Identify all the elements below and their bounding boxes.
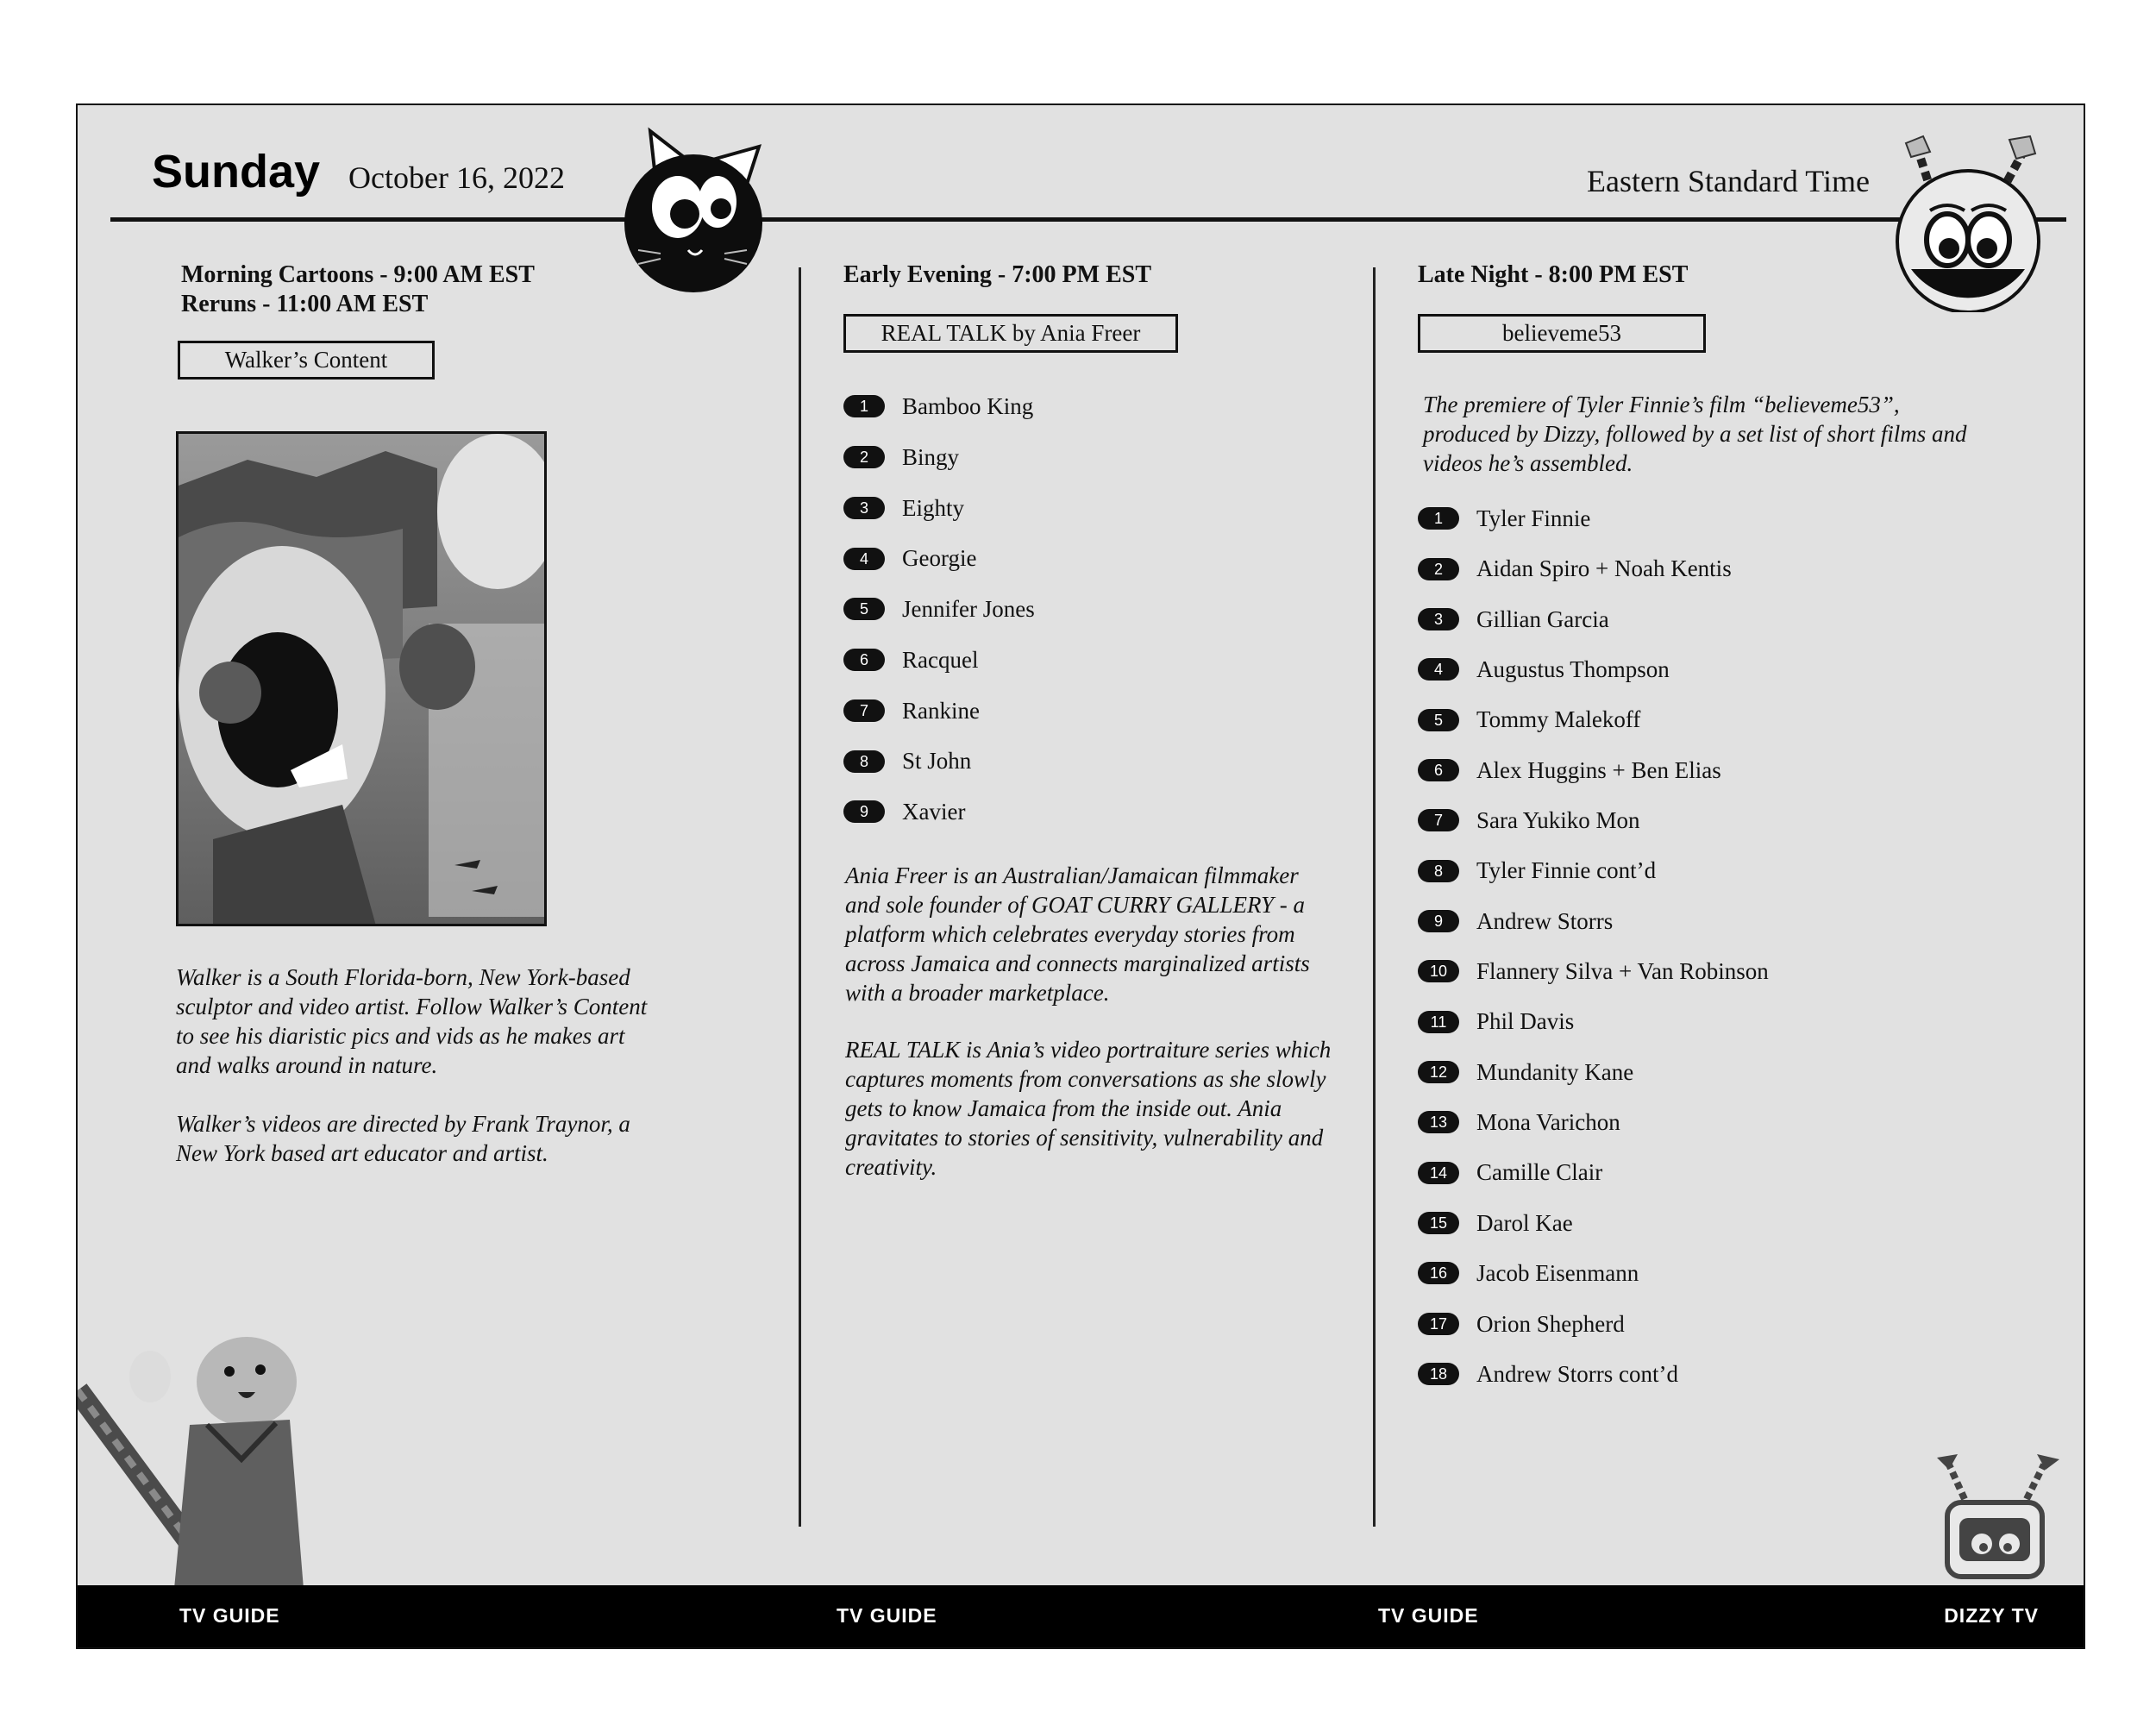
real-talk-list <box>843 381 1035 837</box>
number-badge: 4 <box>1418 658 1459 681</box>
item-title: Augustus Thompson <box>1476 656 1670 683</box>
list-item[interactable] <box>1418 845 1769 895</box>
number-badge: 6 <box>1418 759 1459 781</box>
item-title: Jennifer Jones <box>902 596 1035 622</box>
number-badge: 9 <box>1418 910 1459 932</box>
number-badge: 8 <box>1418 860 1459 882</box>
item-title: Flannery Silva + Van Robinson <box>1476 958 1769 985</box>
round-face-mascot-icon <box>1880 131 2053 312</box>
puppet-on-branch-icon <box>78 1330 328 1589</box>
morning-schedule-heading <box>181 260 535 319</box>
list-item[interactable] <box>843 686 1035 737</box>
item-title: Darol Kae <box>1476 1209 1573 1236</box>
list-item[interactable] <box>1418 1349 1769 1399</box>
walker-bio: Walker is a South Florida-born, New York-based sculptor and video artist. Follow Walker’s Content to see his diaristic pics and vids as he makes art and walks around in nature. <box>176 964 648 1078</box>
item-title: Georgie <box>902 545 977 572</box>
item-title: Phil Davis <box>1476 1008 1575 1035</box>
ania-bio: Ania Freer is an Australian/Jamaican filmmaker and sole founder of GOAT CURRY GALLERY - a platform which celebrates everyday stories from across Jamaica and connects marginalized artists with a broader marketplace. <box>845 862 1310 1006</box>
column-divider-2 <box>1373 267 1376 1527</box>
footer-brand: DIZZY TV <box>1944 1604 2039 1627</box>
item-title: Gillian Garcia <box>1476 605 1609 632</box>
believeme53-button[interactable]: believeme53 <box>1418 314 1706 353</box>
list-item[interactable] <box>843 736 1035 787</box>
column-divider-1 <box>799 267 801 1527</box>
tv-guide-page <box>76 104 2085 1649</box>
list-item[interactable] <box>1418 694 1769 744</box>
list-item[interactable] <box>1418 644 1769 694</box>
walkers-content-button[interactable]: Walker’s Content <box>178 341 435 380</box>
morning-cartoons-time: Morning Cartoons - 9:00 AM EST <box>181 261 535 288</box>
item-title: Orion Shepherd <box>1476 1310 1625 1337</box>
item-title: Camille Clair <box>1476 1159 1603 1186</box>
real-talk-description: REAL TALK is Ania’s video portraiture series which captures moments from conversations as she slowly gets to know Jamaica from the inside out. Ania gravitates to stories of sensitivity, vulnerability and creativity. <box>845 1037 1332 1180</box>
number-badge: 17 <box>1418 1313 1459 1335</box>
list-item[interactable] <box>1418 1248 1769 1298</box>
list-item[interactable] <box>1418 1198 1769 1248</box>
number-badge: 5 <box>843 598 885 620</box>
list-item[interactable] <box>843 533 1035 584</box>
tv-mascot-icon <box>1930 1451 2063 1589</box>
list-item[interactable] <box>1418 594 1769 644</box>
list-item[interactable] <box>843 584 1035 635</box>
list-item[interactable] <box>1418 795 1769 845</box>
item-title: Mona Varichon <box>1476 1109 1620 1136</box>
number-badge: 18 <box>1418 1363 1459 1385</box>
cat-mascot-icon <box>614 124 774 293</box>
number-badge: 16 <box>1418 1262 1459 1284</box>
real-talk-button[interactable]: REAL TALK by Ania Freer <box>843 314 1178 353</box>
number-badge: 3 <box>843 497 885 519</box>
list-item[interactable] <box>1418 1147 1769 1197</box>
late-night-heading: Late Night - 8:00 PM EST <box>1418 261 1689 288</box>
walker-credits: Walker’s videos are directed by Frank Traynor, a New York based art educator and artist. <box>176 1111 630 1166</box>
item-title: Tyler Finnie <box>1476 505 1591 531</box>
list-item[interactable] <box>1418 1047 1769 1097</box>
list-item[interactable] <box>843 787 1035 837</box>
number-badge: 6 <box>843 649 885 671</box>
item-title: Mundanity Kane <box>1476 1058 1634 1085</box>
list-item[interactable] <box>1418 896 1769 946</box>
day-title: Sunday <box>152 146 321 198</box>
number-badge: 8 <box>843 750 885 773</box>
item-title: Andrew Storrs cont’d <box>1476 1360 1678 1387</box>
item-title: Jacob Eisenmann <box>1476 1260 1639 1287</box>
number-badge: 11 <box>1418 1011 1459 1033</box>
item-title: Racquel <box>902 646 979 673</box>
footer-tv-guide-1: TV GUIDE <box>179 1604 280 1627</box>
footer-tv-guide-3: TV GUIDE <box>1378 1604 1479 1627</box>
header-rule <box>110 217 2066 222</box>
believeme53-description: The premiere of Tyler Finnie’s film “believeme53”, produced by Dizzy, followed by a set list of short films and videos he’s assembled. <box>1423 392 1967 476</box>
list-item[interactable] <box>843 432 1035 483</box>
item-title: Bamboo King <box>902 393 1034 419</box>
number-badge: 1 <box>843 395 885 417</box>
number-badge: 13 <box>1418 1111 1459 1133</box>
number-badge: 7 <box>1418 809 1459 831</box>
item-title: Rankine <box>902 697 980 724</box>
list-item[interactable] <box>1418 543 1769 593</box>
walker-photo <box>176 431 547 926</box>
footer-bar <box>78 1585 2084 1647</box>
item-title: Bingy <box>902 443 960 470</box>
number-badge: 1 <box>1418 507 1459 530</box>
footer-tv-guide-2: TV GUIDE <box>837 1604 937 1627</box>
list-item[interactable] <box>843 381 1035 432</box>
item-title: Eighty <box>902 494 964 521</box>
number-badge: 7 <box>843 699 885 722</box>
list-item[interactable] <box>843 483 1035 534</box>
number-badge: 12 <box>1418 1061 1459 1083</box>
number-badge: 10 <box>1418 960 1459 982</box>
walker-puppet-image <box>179 434 547 926</box>
item-title: Tommy Malekoff <box>1476 706 1641 733</box>
item-title: Xavier <box>902 799 966 825</box>
list-item[interactable] <box>1418 946 1769 996</box>
item-title: Alex Huggins + Ben Elias <box>1476 756 1721 783</box>
item-title: Aidan Spiro + Noah Kentis <box>1476 555 1732 582</box>
number-badge: 4 <box>843 548 885 570</box>
item-title: Sara Yukiko Mon <box>1476 807 1640 834</box>
believeme53-list <box>1418 493 1769 1399</box>
item-title: Andrew Storrs <box>1476 907 1614 934</box>
list-item[interactable] <box>1418 1097 1769 1147</box>
number-badge: 5 <box>1418 709 1459 731</box>
item-title: St John <box>902 748 972 775</box>
number-badge: 2 <box>843 446 885 468</box>
number-badge: 15 <box>1418 1212 1459 1234</box>
list-item[interactable] <box>843 635 1035 686</box>
number-badge: 2 <box>1418 558 1459 580</box>
timezone-label: Eastern Standard Time <box>1587 164 1870 198</box>
reruns-time: Reruns - 11:00 AM EST <box>181 291 429 317</box>
number-badge: 9 <box>843 800 885 823</box>
date-label: October 16, 2022 <box>348 160 565 195</box>
list-item[interactable] <box>1418 745 1769 795</box>
list-item[interactable] <box>1418 996 1769 1046</box>
item-title: Tyler Finnie cont’d <box>1476 857 1657 884</box>
number-badge: 14 <box>1418 1162 1459 1184</box>
number-badge: 3 <box>1418 608 1459 630</box>
list-item[interactable] <box>1418 1299 1769 1349</box>
list-item[interactable] <box>1418 493 1769 543</box>
early-evening-heading: Early Evening - 7:00 PM EST <box>843 261 1152 288</box>
